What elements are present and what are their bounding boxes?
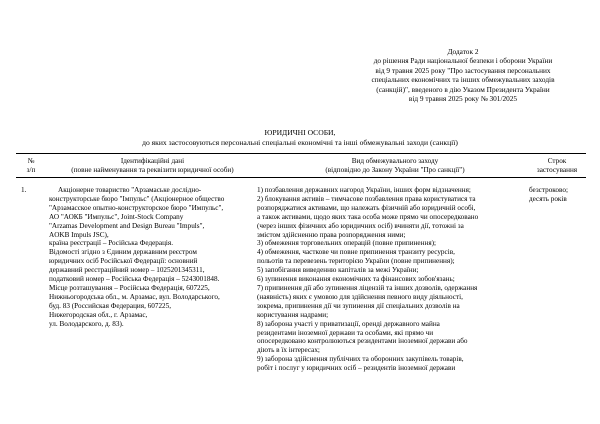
- measure-line: робіт і послуг у юридичних осіб – резидентів іноземної держави: [257, 364, 456, 373]
- ident-line: податковий номер – Російська Федерація – 5243001848.: [49, 275, 220, 284]
- measure-line: 8) заборона участі у приватизації, оренді державного майна: [257, 319, 440, 328]
- ident-line: AOKB Impuls JSC),: [49, 230, 109, 239]
- ident-line: ул. Володарского, д. 83).: [49, 319, 124, 328]
- header-num-line2: з/п: [26, 165, 36, 174]
- measure-line: 9) заборона здійснення публічних та оборонних закупівель товарів,: [257, 355, 464, 364]
- measure-line: 3) обмеження торговельних операцій (повне припинення);: [257, 239, 437, 248]
- ident-line: конструкторське бюро "Імпульс" (Акціонерное общество: [49, 194, 225, 203]
- measure-line: а також активами, щодо яких така особа може прямо чи опосередковано: [257, 212, 479, 221]
- measure-line: 1) позбавлення державних нагород України, інших форм відзначення;: [257, 186, 471, 194]
- header-term: [530, 157, 584, 175]
- measure-line: 7) припинення дії або зупинення ліцензій та інших дозволів, одержання: [257, 283, 478, 292]
- measure-line: польотів та перевезень територією України (повне припинення);: [257, 257, 455, 266]
- document-subtitle: до яких застосовуються персональні спеціальні економічні та інші обмежувальні заходи (санкції): [142, 138, 458, 147]
- measure-line: 6) зупинення виконання економічних та фінансових зобов'язань;: [257, 275, 455, 284]
- annex-line: Додаток 2: [447, 47, 479, 56]
- term-line: безстроково;: [529, 186, 568, 194]
- header-ident-line2: (повне найменування та реквізити юридичної особи): [71, 165, 234, 174]
- ident-line: державний реєстраційний номер – 1025201345311,: [49, 266, 205, 275]
- header-measure-line1: Вид обмежувального заходу: [351, 157, 439, 165]
- annex-line: спеціальних економічних та інших обмежувальних заходів: [371, 75, 555, 85]
- ident-line: Нижегородская обл., г. Арзамас,: [49, 310, 148, 319]
- ident-line: юридичних осіб Російської Федерації: основний: [49, 257, 198, 266]
- ident-line: "Арзамасское опытно-конструкторское бюро "Импульс",: [49, 203, 224, 212]
- annex-line: до рішення Ради національної безпеки і оборони України: [373, 56, 553, 66]
- header-num-line1: №: [27, 157, 35, 165]
- measure-line: 5) запобігання виведенню капіталів за межі України;: [257, 266, 419, 275]
- ident-line: АО "АОКБ "Импульс", Joint-Stock Company: [49, 212, 184, 221]
- ident-line: буд. 83 (Российская Федерация, 607225,: [49, 301, 172, 310]
- ident-line: Нижньогородська обл., м. Арзамас, вул. Володарського,: [49, 292, 220, 301]
- annex-header: [348, 47, 578, 103]
- measure-line: діють в їх інтересах;: [257, 346, 320, 355]
- ident-cell: [49, 186, 249, 329]
- table-top-border: [16, 153, 586, 154]
- ident-line: країна реєстрації – Російська Федерація.: [49, 239, 174, 248]
- header-ident-line1: Ідентифікаційні дані: [120, 157, 185, 165]
- term-cell: [529, 186, 589, 204]
- measure-line: 2) блокування активів – тимчасове позбавлення права користуватися та: [257, 194, 476, 203]
- measure-line: резидентами іноземної держави та особами, які прямо чи: [257, 328, 434, 337]
- ident-line: Місце розташування – Російська Федерація, 607225,: [49, 283, 210, 292]
- header-term-line2: застосування: [536, 165, 578, 174]
- annex-line: (санкцій)", введеного в дію Указом Президента України: [376, 84, 550, 94]
- annex-line: від 9 травня 2025 року "Про застосування персональних: [375, 65, 551, 75]
- measure-line: зокрема, припинення дії чи зупинення дії спеціальних дозволів на: [257, 301, 460, 310]
- header-term-line1: Строк: [547, 157, 567, 165]
- header-measure-line2: (відповідно до Закону України "Про санкції"): [325, 165, 465, 174]
- ident-line: "Arzamas Development and Design Bureau "Impuls",: [49, 221, 205, 230]
- measure-line: 4) обмеження, часткове чи повне припинення транзиту ресурсів,: [257, 248, 455, 257]
- header-measure: [270, 157, 520, 175]
- ident-line: Відомості згідно з Єдиним державним реєстром: [49, 248, 197, 257]
- measure-line: (через інших фізичних або юридичних осіб) вчиняти дії, тотожні за: [257, 221, 464, 230]
- measure-line: опосередковано контролюються резидентами іноземної держави або: [257, 337, 468, 346]
- header-num: [18, 157, 44, 175]
- term-line: десять років: [529, 194, 567, 203]
- ident-line: Акціонерне товариство "Арзамаське дослідно-: [58, 186, 202, 194]
- header-ident: [60, 157, 245, 175]
- annex-line: від 9 травня 2025 року № 301/2025: [408, 94, 518, 104]
- measure-cell: [257, 186, 527, 373]
- measure-line: користування надрами;: [257, 310, 329, 319]
- table-header-border: [16, 177, 586, 178]
- document-title: ЮРИДИЧНІ ОСОБИ,: [264, 128, 336, 137]
- measure-line: розпоряджатися активами, що належать фізичній або юридичній особі,: [257, 203, 476, 212]
- measure-line: змістом здійсненню права розпорядження ними;: [257, 230, 406, 239]
- measure-line: (наявність) яких є умовою для здійснення певного виду діяльності,: [257, 292, 463, 301]
- row-number: 1.: [21, 186, 27, 194]
